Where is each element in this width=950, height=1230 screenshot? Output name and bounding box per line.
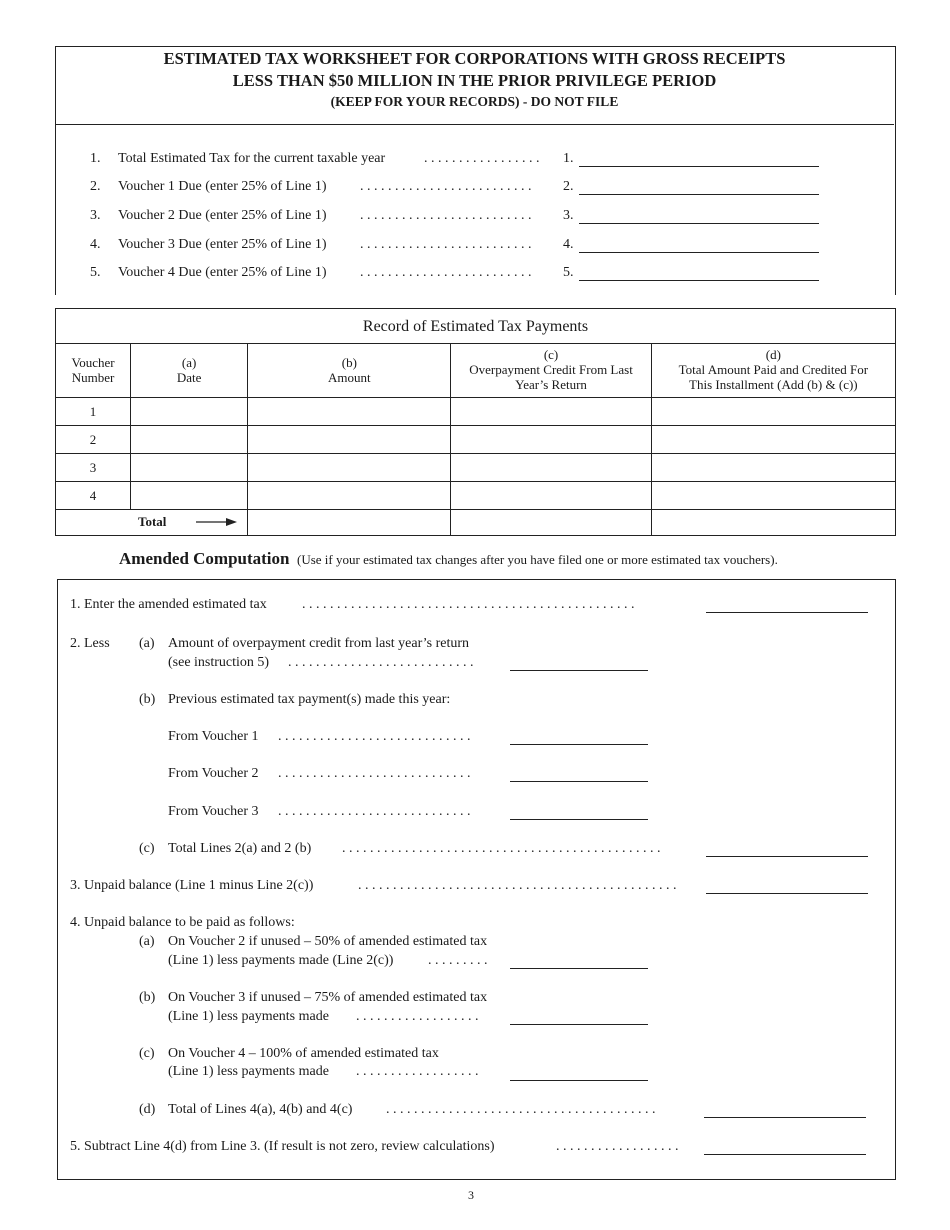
from-voucher3-label: From Voucher 3 — [168, 804, 259, 819]
worksheet-title-line2: LESS THAN $50 MILLION IN THE PRIOR PRIVILEGE PERIOD — [232, 71, 717, 90]
worksheet-line-number: 1. — [90, 151, 101, 166]
header-b-l2: Amount — [328, 370, 371, 385]
amended-line1-dots: . . . . . . . . . . . . . . . . . . . . . . . . . . . . . . . . . . . . . . . . . . . . . . . . — [302, 597, 635, 612]
header-c-l1: (c) — [543, 347, 559, 362]
amended-line4b-text2: (Line 1) less payments made — [168, 1009, 329, 1024]
amended-line4b-field[interactable] — [510, 1024, 648, 1025]
amount-cell[interactable] — [248, 482, 451, 510]
amended-line2-label: 2. Less — [70, 636, 110, 651]
header-a-l1: (a) — [181, 355, 197, 370]
credit-cell[interactable] — [451, 454, 651, 482]
amended-line2a-text2: (see instruction 5) — [168, 655, 270, 670]
arrow-right-icon — [196, 516, 238, 528]
date-cell[interactable] — [131, 482, 248, 510]
header-amount — [248, 344, 451, 398]
worksheet-line-dots: . . . . . . . . . . . . . . . . . . . . . . . . . — [360, 265, 532, 280]
header-b-l1: (b) — [341, 355, 357, 370]
amended-line1-field[interactable] — [706, 612, 868, 613]
worksheet-line-ref: 3. — [563, 208, 574, 223]
worksheet-line-field[interactable] — [579, 223, 819, 224]
from-voucher2-dots: . . . . . . . . . . . . . . . . . . . . . . . . . . . . — [278, 766, 471, 781]
amended-heading: Amended Computation — [119, 549, 290, 568]
amended-line2c-dots: . . . . . . . . . . . . . . . . . . . . . . . . . . . . . . . . . . . . . . . . . . . . . . — [342, 841, 661, 856]
date-cell[interactable] — [131, 398, 248, 426]
header-d-l3: This Installment (Add (b) & (c)) — [689, 377, 858, 392]
amended-line4c-text1: On Voucher 4 – 100% of amended estimated tax — [168, 1046, 439, 1061]
amended-line4: 4. Unpaid balance to be paid as follows: — [70, 915, 295, 930]
worksheet-line-number: 3. — [90, 208, 101, 223]
amended-heading-wrap — [119, 549, 778, 569]
amended-line4c-dots: . . . . . . . . . . . . . . . . . . — [356, 1064, 479, 1079]
page-number: 3 — [468, 1188, 474, 1202]
voucher-number-cell: 1 — [56, 398, 131, 426]
amended-line4a-text2: (Line 1) less payments made (Line 2(c)) — [168, 953, 394, 968]
worksheet-line-text: Voucher 2 Due (enter 25% of Line 1) — [118, 208, 327, 223]
table-row — [56, 426, 896, 454]
worksheet-line-ref: 5. — [563, 265, 574, 280]
from-voucher3-field[interactable] — [510, 819, 648, 820]
total-label-cell — [56, 510, 248, 536]
amended-line2a-dots: . . . . . . . . . . . . . . . . . . . . . . . . . . . — [288, 655, 474, 670]
amended-line2a-tag: (a) — [139, 636, 155, 651]
worksheet-line-field[interactable] — [579, 166, 819, 167]
total-amount-cell[interactable] — [248, 510, 451, 536]
header-total-paid — [651, 344, 895, 398]
header-voucher-l1: Voucher — [71, 355, 115, 370]
header-a-l2: Date — [176, 370, 202, 385]
header-voucher-l2: Number — [71, 370, 115, 385]
header-d-l1: (d) — [765, 347, 781, 362]
total-cell[interactable] — [651, 426, 895, 454]
amended-line2b-tag: (b) — [139, 692, 156, 707]
amended-line4b-tag: (b) — [139, 990, 156, 1005]
worksheet-line-dots: . . . . . . . . . . . . . . . . . . . . . . . . . — [360, 208, 532, 223]
amended-line2a-text1: Amount of overpayment credit from last year’s return — [168, 636, 470, 651]
total-sum-cell[interactable] — [651, 510, 895, 536]
amended-line4c-text2: (Line 1) less payments made — [168, 1064, 329, 1079]
amended-line1: 1. Enter the amended estimated tax — [70, 597, 267, 612]
worksheet-line-text: Voucher 4 Due (enter 25% of Line 1) — [118, 265, 327, 280]
amended-box-bottom — [57, 1179, 895, 1180]
worksheet-line-dots: . . . . . . . . . . . . . . . . . . . . . . . . . — [360, 179, 532, 194]
worksheet-line-field[interactable] — [579, 280, 819, 281]
worksheet-line-number: 4. — [90, 237, 101, 252]
worksheet-line-number: 5. — [90, 265, 101, 280]
worksheet-line-ref: 2. — [563, 179, 574, 194]
record-header-row — [56, 344, 896, 398]
total-row — [56, 510, 896, 536]
amended-line3-dots: . . . . . . . . . . . . . . . . . . . . . . . . . . . . . . . . . . . . . . . . . . . . . . — [358, 878, 677, 893]
voucher-number-cell: 3 — [56, 454, 131, 482]
date-cell[interactable] — [131, 426, 248, 454]
voucher-number-cell: 2 — [56, 426, 131, 454]
amended-line4a-field[interactable] — [510, 968, 648, 969]
total-cell[interactable] — [651, 398, 895, 426]
header-date — [131, 344, 248, 398]
amended-line3: 3. Unpaid balance (Line 1 minus Line 2(c)) — [70, 878, 314, 893]
total-cell[interactable] — [651, 454, 895, 482]
amended-line4a-text1: On Voucher 2 if unused – 50% of amended estimated tax — [168, 934, 488, 949]
amended-line3-field[interactable] — [706, 893, 868, 894]
header-c-l3: Year’s Return — [515, 377, 587, 392]
worksheet-line-dots: . . . . . . . . . . . . . . . . . — [424, 151, 540, 166]
amount-cell[interactable] — [248, 398, 451, 426]
credit-cell[interactable] — [451, 482, 651, 510]
credit-cell[interactable] — [451, 398, 651, 426]
amended-note: (Use if your estimated tax changes after you have filed one or more estimated tax vouchers). — [297, 552, 778, 567]
worksheet-line-number: 2. — [90, 179, 101, 194]
amount-cell[interactable] — [248, 426, 451, 454]
worksheet-line-ref: 1. — [563, 151, 574, 166]
amended-line5-dots: . . . . . . . . . . . . . . . . . . — [556, 1139, 679, 1154]
from-voucher1-dots: . . . . . . . . . . . . . . . . . . . . . . . . . . . . — [278, 729, 471, 744]
amended-line2c-text: Total Lines 2(a) and 2 (b) — [168, 841, 312, 856]
header-c-l2: Overpayment Credit From Last — [469, 362, 633, 377]
table-row — [56, 482, 896, 510]
header-d-l2: Total Amount Paid and Credited For — [678, 362, 869, 377]
worksheet-line-field[interactable] — [579, 194, 819, 195]
amended-line4d-field[interactable] — [704, 1117, 866, 1118]
amended-line4c-tag: (c) — [139, 1046, 155, 1061]
amount-cell[interactable] — [248, 454, 451, 482]
amended-line4d-dots: . . . . . . . . . . . . . . . . . . . . . . . . . . . . . . . . . . . . . . . — [386, 1102, 656, 1117]
worksheet-title-rule — [55, 124, 894, 125]
amended-line4d-tag: (d) — [139, 1102, 156, 1117]
header-voucher-number — [56, 344, 131, 398]
total-label: Total — [138, 514, 167, 529]
worksheet-subtitle: (KEEP FOR YOUR RECORDS) - DO NOT FILE — [330, 94, 619, 109]
worksheet-line-ref: 4. — [563, 237, 574, 252]
from-voucher2-field[interactable] — [510, 781, 648, 782]
table-row — [56, 398, 896, 426]
credit-cell[interactable] — [451, 426, 651, 454]
worksheet-line-dots: . . . . . . . . . . . . . . . . . . . . . . . . . — [360, 237, 532, 252]
record-title: Record of Estimated Tax Payments — [55, 308, 896, 344]
total-cell[interactable] — [651, 482, 895, 510]
amended-line4d-text: Total of Lines 4(a), 4(b) and 4(c) — [168, 1102, 353, 1117]
record-table — [55, 343, 896, 536]
amended-line2c-tag: (c) — [139, 841, 155, 856]
amended-line5: 5. Subtract Line 4(d) from Line 3. (If result is not zero, review calculations) — [70, 1139, 495, 1154]
amended-line2a-field[interactable] — [510, 670, 648, 671]
from-voucher1-label: From Voucher 1 — [168, 729, 259, 744]
worksheet-line-text: Total Estimated Tax for the current taxable year — [118, 151, 386, 166]
worksheet-title-line1: ESTIMATED TAX WORKSHEET FOR CORPORATIONS WITH GROSS RECEIPTS — [163, 49, 786, 68]
worksheet-line-field[interactable] — [579, 252, 819, 253]
header-overpayment-credit — [451, 344, 651, 398]
amended-line4c-field[interactable] — [510, 1080, 648, 1081]
amended-line4a-tag: (a) — [139, 934, 155, 949]
table-row — [56, 454, 896, 482]
amended-line4b-dots: . . . . . . . . . . . . . . . . . . — [356, 1009, 479, 1024]
amended-line2b-text: Previous estimated tax payment(s) made this year: — [168, 692, 451, 707]
amended-line4b-text1: On Voucher 3 if unused – 75% of amended estimated tax — [168, 990, 488, 1005]
date-cell[interactable] — [131, 454, 248, 482]
from-voucher1-field[interactable] — [510, 744, 648, 745]
amended-line4a-dots: . . . . . . . . . — [428, 953, 488, 968]
from-voucher3-dots: . . . . . . . . . . . . . . . . . . . . . . . . . . . . — [278, 804, 471, 819]
total-credit-cell[interactable] — [451, 510, 651, 536]
worksheet-line-text: Voucher 3 Due (enter 25% of Line 1) — [118, 237, 327, 252]
amended-line2c-field[interactable] — [706, 856, 868, 857]
voucher-number-cell: 4 — [56, 482, 131, 510]
amended-line5-field[interactable] — [704, 1154, 866, 1155]
worksheet-line-text: Voucher 1 Due (enter 25% of Line 1) — [118, 179, 327, 194]
from-voucher2-label: From Voucher 2 — [168, 766, 259, 781]
